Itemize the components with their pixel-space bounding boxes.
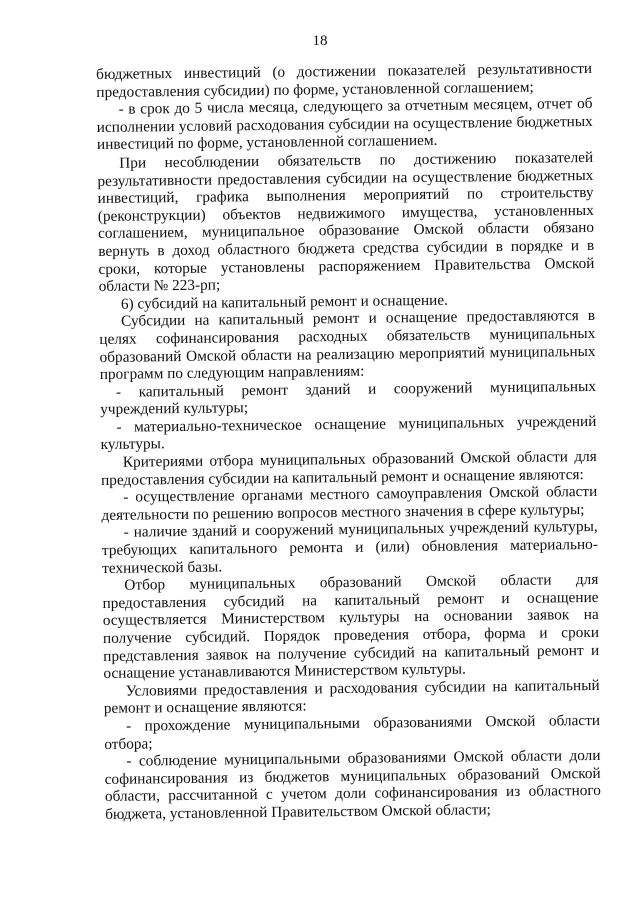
paragraph: - в срок до 5 числа месяца, следующего за отчетным месяцем, отчет об исполнении условий расходования субсидии на осуществление бюджетных инвестиций по форме, установленной соглашением.	[96, 95, 593, 154]
paragraph: Субсидии на капитальный ремонт и оснащение предоставляются в целях софинансирования расходных обязательств муниципальных образований Омской области на реализацию мероприятий муниципальных программ по следующим направлениям:	[99, 307, 596, 384]
body-text	[96, 60, 601, 824]
paragraph: При несоблюдении обязательств по достижению показателей результативности предоставления субсидии на осуществление бюджетных инвестиций, графика выполнения мероприятий по строительству (реконструкции) объектов недвижимого имущества, установленных соглашением, муниципальное образование Омской области обязано вернуть в доход областного бюджета средства субсидии в порядке и в сроки, которые установлены распоряжением Правительства Омской области № 223-рп;	[97, 148, 595, 296]
paragraph: - капитальный ремонт зданий и сооружений муниципальных учреждений культуры;	[100, 377, 597, 419]
paragraph: - прохождение муниципальными образованиями Омской области отбора;	[104, 711, 601, 753]
paragraph: Отбор муниципальных образований Омской области для предоставления субсидий на капитальный ремонт и оснащение осуществляется Министерством культуры на основании заявок на получение субсидий. Порядок проведения отбора, форма и сроки представления заявок на получение субсидий на капитальный ремонт и оснащение устанавливаются Министерством культуры.	[102, 571, 600, 683]
paragraph: Условиями предоставления и расходования субсидии на капитальный ремонт и оснащение являются:	[103, 676, 600, 718]
paragraph: бюджетных инвестиций (о достижении показателей результативности предоставления субсидии) по форме, установленной соглашением;	[96, 59, 593, 101]
paragraph: - соблюдение муниципальными образованиями Омской области доли софинансирования из бюджетов муниципальных образований Омской области, рассчитанной с учетом доли софинансирования из областного бюджета, установленной Правительством Омской области;	[104, 747, 601, 823]
paragraph: - наличие зданий и сооружений муниципальных учреждений культуры, требующих капитального ремонта и (или) обновления материально-технической базы.	[101, 518, 598, 577]
paragraph: - материально-техническое оснащение муниципальных учреждений культуры.	[100, 412, 597, 454]
paragraph: Критериями отбора муниципальных образований Омской области для предоставления субсидии на капитальный ремонт и оснащение являются:	[100, 447, 597, 489]
page-number: 18	[312, 33, 328, 49]
paragraph: - осуществление органами местного самоуправления Омской области деятельности по решению вопросов местного значения в сфере культуры;	[101, 483, 598, 524]
paragraph: 6) субсидий на капитальный ремонт и оснащение.	[120, 291, 449, 313]
